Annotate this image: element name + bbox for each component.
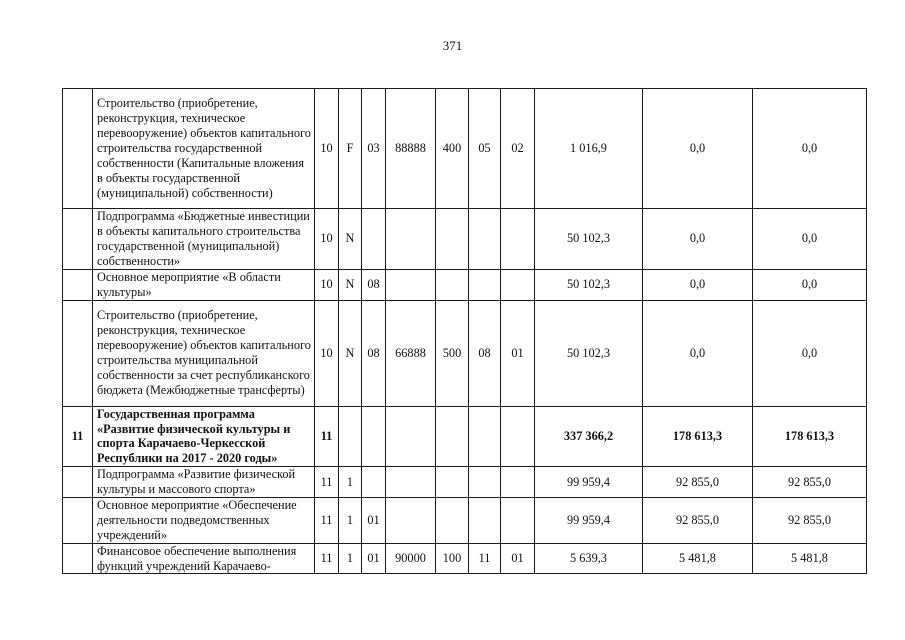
code-cell — [469, 467, 501, 498]
amount-cell: 0,0 — [643, 300, 753, 406]
row-name-cell: Строительство (приобретение, реконструкция, техническое перевооружение) объектов капитального строительства государственной собственности (Капитальные вложения в объекты государственной (муниципальной) собственности) — [93, 89, 315, 209]
amount-cell: 92 855,0 — [643, 498, 753, 544]
amount-cell: 0,0 — [643, 209, 753, 270]
amount-cell: 1 016,9 — [535, 89, 643, 209]
code-cell: 11 — [315, 544, 339, 574]
amount-cell: 0,0 — [643, 89, 753, 209]
code-cell — [362, 406, 386, 467]
amount-cell: 92 855,0 — [753, 467, 867, 498]
table-row — [63, 544, 867, 574]
amount-cell: 0,0 — [753, 269, 867, 300]
code-cell — [339, 406, 362, 467]
code-cell: 1 — [339, 467, 362, 498]
code-cell: 11 — [315, 467, 339, 498]
code-cell — [362, 467, 386, 498]
row-name-cell — [93, 544, 315, 574]
code-cell — [501, 209, 535, 270]
table-row — [63, 300, 867, 406]
code-cell — [386, 269, 436, 300]
amount-cell: 50 102,3 — [535, 269, 643, 300]
row-name-cell: Подпрограмма «Развитие физической культуры и массового спорта» — [93, 467, 315, 498]
code-cell — [501, 269, 535, 300]
code-cell: 500 — [436, 300, 469, 406]
amount-cell: 5 639,3 — [535, 544, 643, 574]
table-row — [63, 467, 867, 498]
amount-cell: 0,0 — [753, 209, 867, 270]
row-name-text: Финансовое обеспечение выполнения функций учреждений Карачаево- — [97, 544, 297, 574]
code-cell — [469, 269, 501, 300]
code-cell — [469, 209, 501, 270]
table-row — [63, 406, 867, 467]
code-cell: 1 — [339, 498, 362, 544]
amount-cell: 5 481,8 — [753, 544, 867, 574]
code-cell: 1 — [339, 544, 362, 574]
code-cell: 03 — [362, 89, 386, 209]
row-number-cell — [63, 269, 93, 300]
code-cell: 66888 — [386, 300, 436, 406]
code-cell: 05 — [469, 89, 501, 209]
amount-cell: 0,0 — [753, 89, 867, 209]
amount-cell: 0,0 — [643, 269, 753, 300]
code-cell: 10 — [315, 269, 339, 300]
row-name-cell: Подпрограмма «Бюджетные инвестиции в объекты капитального строительства государственной (муниципальной) собственности» — [93, 209, 315, 270]
code-cell: 08 — [469, 300, 501, 406]
page-number: 371 — [442, 38, 463, 53]
row-name-cell: Основное мероприятие «Обеспечение деятельности подведомственных учреждений» — [93, 498, 315, 544]
code-cell: 11 — [315, 406, 339, 467]
amount-cell: 92 855,0 — [643, 467, 753, 498]
code-cell: N — [339, 269, 362, 300]
code-cell — [386, 467, 436, 498]
code-cell: 01 — [501, 544, 535, 574]
row-number-cell: 11 — [63, 406, 93, 467]
code-cell — [501, 498, 535, 544]
row-number-cell — [63, 300, 93, 406]
code-cell — [436, 406, 469, 467]
code-cell: N — [339, 300, 362, 406]
code-cell — [469, 498, 501, 544]
code-cell: 01 — [501, 300, 535, 406]
row-number-cell — [63, 498, 93, 544]
code-cell: F — [339, 89, 362, 209]
code-cell — [386, 209, 436, 270]
amount-cell: 99 959,4 — [535, 498, 643, 544]
code-cell: 02 — [501, 89, 535, 209]
table-row — [63, 498, 867, 544]
code-cell: 01 — [362, 544, 386, 574]
amount-cell: 5 481,8 — [643, 544, 753, 574]
code-cell: 08 — [362, 269, 386, 300]
code-cell: 90000 — [386, 544, 436, 574]
amount-cell: 178 613,3 — [753, 406, 867, 467]
code-cell — [436, 269, 469, 300]
row-number-cell — [63, 89, 93, 209]
code-cell: 08 — [362, 300, 386, 406]
amount-cell: 92 855,0 — [753, 498, 867, 544]
code-cell — [501, 406, 535, 467]
code-cell: 100 — [436, 544, 469, 574]
row-name-cell: Основное мероприятие «В области культуры» — [93, 269, 315, 300]
row-number-cell — [63, 467, 93, 498]
amount-cell: 0,0 — [753, 300, 867, 406]
amount-cell: 50 102,3 — [535, 209, 643, 270]
amount-cell: 50 102,3 — [535, 300, 643, 406]
code-cell — [469, 406, 501, 467]
code-cell — [386, 498, 436, 544]
table-row — [63, 269, 867, 300]
code-cell: N — [339, 209, 362, 270]
amount-cell: 178 613,3 — [643, 406, 753, 467]
code-cell: 10 — [315, 300, 339, 406]
code-cell — [501, 467, 535, 498]
table-row — [63, 89, 867, 209]
amount-cell: 337 366,2 — [535, 406, 643, 467]
budget-table — [62, 88, 867, 574]
code-cell — [386, 406, 436, 467]
row-name-cell: Строительство (приобретение, реконструкция, техническое перевооружение) объектов капитального строительства муниципальной собственности за счет республиканского бюджета (Межбюджетные трансферты) — [93, 300, 315, 406]
code-cell — [436, 498, 469, 544]
amount-cell: 99 959,4 — [535, 467, 643, 498]
code-cell: 88888 — [386, 89, 436, 209]
row-name-cell: Государственная программа «Развитие физической культуры и спорта Карачаево-Черкесской Республики на 2017 - 2020 годы» — [93, 406, 315, 467]
code-cell: 10 — [315, 89, 339, 209]
row-number-cell — [63, 544, 93, 574]
code-cell: 10 — [315, 209, 339, 270]
code-cell — [362, 209, 386, 270]
code-cell: 11 — [469, 544, 501, 574]
code-cell: 11 — [315, 498, 339, 544]
code-cell: 01 — [362, 498, 386, 544]
row-number-cell — [63, 209, 93, 270]
code-cell: 400 — [436, 89, 469, 209]
code-cell — [436, 209, 469, 270]
table-row — [63, 209, 867, 270]
code-cell — [436, 467, 469, 498]
